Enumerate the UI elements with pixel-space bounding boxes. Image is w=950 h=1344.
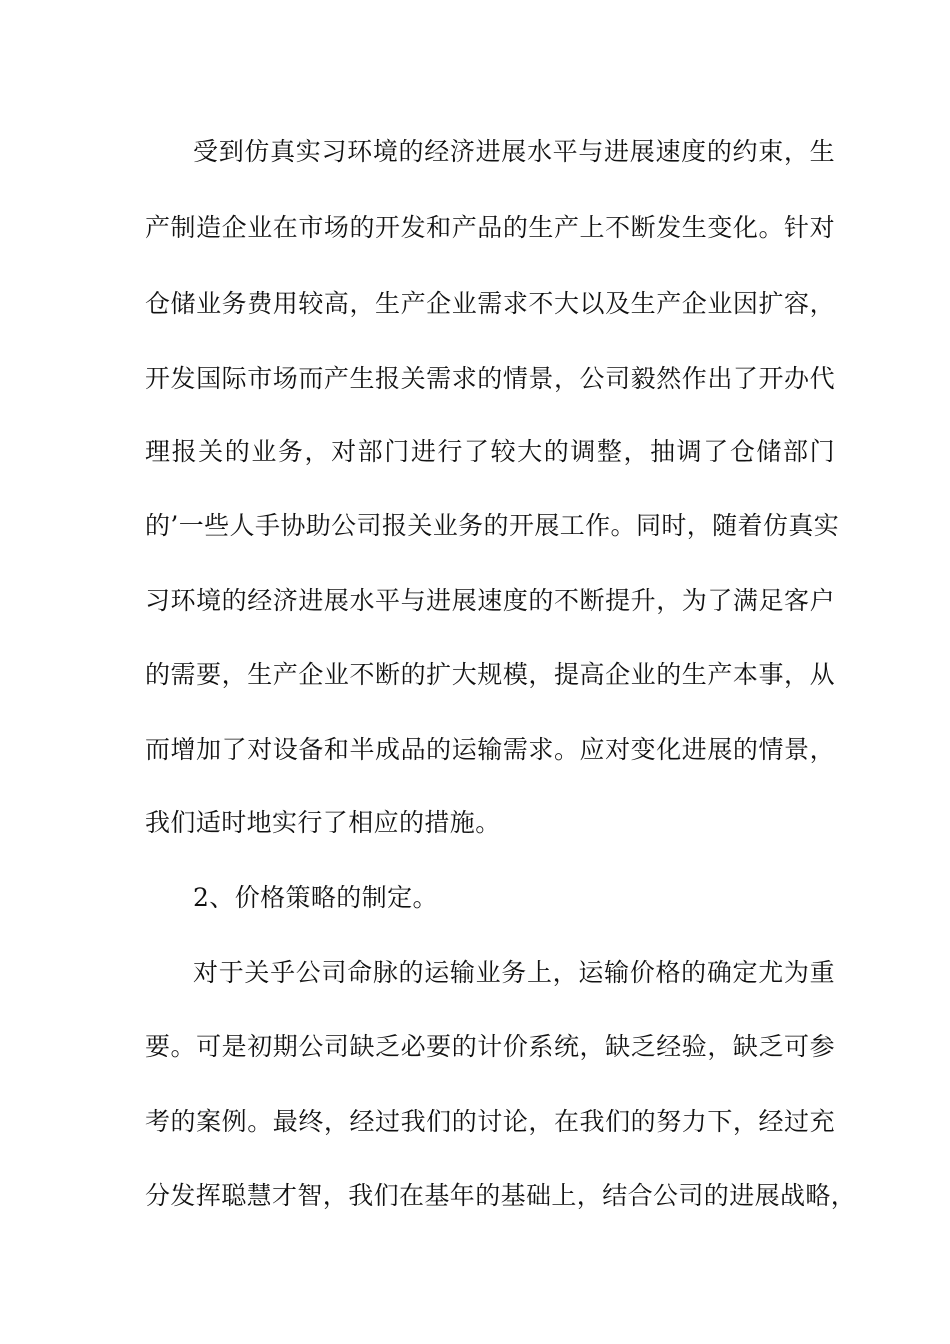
paragraph-line: 理报关的业务，对部门进行了较大的调整，抽调了仓储部门: [145, 437, 835, 466]
paragraph-line: 受到仿真实习环境的经济进展水平与进展速度的约束，生: [193, 137, 835, 166]
paragraph-line: 分发挥聪慧才智，我们在基年的基础上，结合公司的进展战略，: [145, 1181, 857, 1210]
paragraph-line: 考的案例。最终，经过我们的讨论，在我们的努力下，经过充: [145, 1107, 835, 1136]
paragraph-line: 仓储业务费用较高，生产企业需求不大以及生产企业因扩容，: [145, 289, 835, 318]
paragraph-line: 习环境的经济进展水平与进展速度的不断提升，为了满足客户: [145, 586, 835, 615]
paragraph-line: 对于关乎公司命脉的运输业务上，运输价格的确定尤为重: [193, 958, 835, 987]
paragraph-line: 的’一些人手协助公司报关业务的开展工作。同时，随着仿真实: [145, 511, 840, 540]
paragraph-line: 而增加了对设备和半成品的运输需求。应对变化进展的情景，: [145, 735, 835, 764]
paragraph-line: 产制造企业在市场的开发和产品的生产上不断发生变化。针对: [145, 213, 835, 242]
paragraph-line: 要。可是初期公司缺乏必要的计价系统，缺乏经验，缺乏可参: [145, 1032, 835, 1061]
paragraph-line: 我们适时地实行了相应的措施。: [145, 808, 501, 837]
paragraph-line: 的需要，生产企业不断的扩大规模，提高企业的生产本事，从: [145, 660, 835, 689]
section-heading: 2、价格策略的制定。: [193, 883, 438, 912]
paragraph-line: 开发国际市场而产生报关需求的情景，公司毅然作出了开办代: [145, 364, 835, 393]
